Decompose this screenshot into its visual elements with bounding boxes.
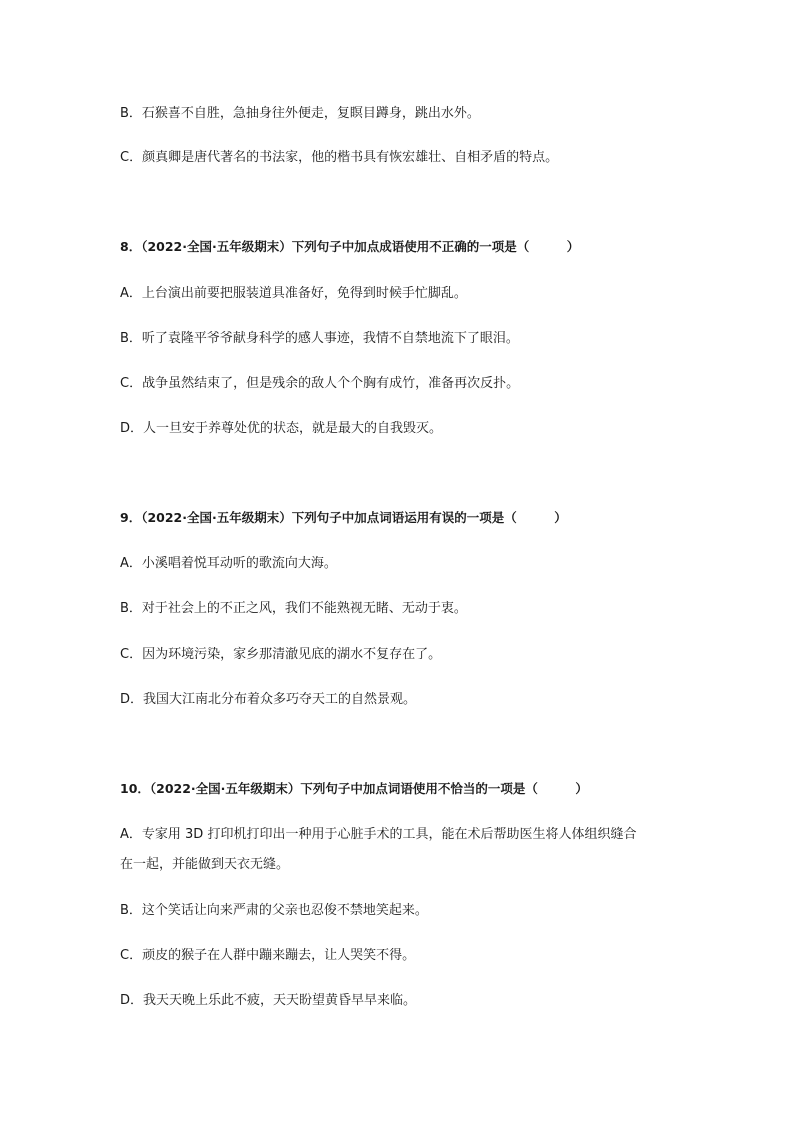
q9-option-d: D．我国大江南北分布着众多巧夺天工的自然景观。 [120,692,417,707]
q8-option-a: A．上台演出前要把服装道具准备好，免得到时候手忙脚乱。 [120,286,467,301]
q9-option-b: B．对于社会上的不正之风，我们不能熟视无睹、无动于衷。 [120,601,467,616]
q10-option-d: D．我天天晚上乐此不疲，天天盼望黄昏早早来临。 [120,993,417,1008]
q9-option-c: C．因为环境污染，家乡那清澈见底的湖水不复存在了。 [120,647,442,662]
q8-option-c: C．战争虽然结束了，但是残余的敌人个个胸有成竹，准备再次反扑。 [120,376,520,391]
q8-title: 8．（2022·全国·五年级期末）下列句子中加点成语使用不正确的一项是（ ） [120,239,580,254]
q9-option-a: A．小溪唱着悦耳动听的歌流向大海。 [120,556,337,571]
q8-option-b: B．听了袁隆平爷爷献身科学的感人事迹，我情不自禁地流下了眼泪。 [120,331,519,346]
q10-option-c: C．顽皮的猴子在人群中蹦来蹦去，让人哭笑不得。 [120,948,416,963]
q10-option-b: B．这个笑话让向来严肃的父亲也忍俊不禁地笑起来。 [120,903,428,918]
q10-option-a-line2: 在一起，并能做到天衣无缝。 [120,857,290,872]
q7-option-c: C．颜真卿是唐代著名的书法家，他的楷书具有恢宏雄壮、自相矛盾的特点。 [120,150,559,165]
q10-option-a-line1: A．专家用 3D 打印机打印出一种用于心脏手术的工具，能在术后帮助医生将人体组织缝合 [120,827,637,842]
q8-option-d: D．人一旦安于养尊处优的状态，就是最大的自我毁灭。 [120,421,443,436]
q10-title: 10．（2022·全国·五年级期末）下列句子中加点词语使用不恰当的一项是（ ） [120,781,588,796]
q7-option-b: B．石猴喜不自胜，急抽身往外便走，复瞑目蹲身，跳出水外。 [120,106,480,121]
q9-title: 9．（2022·全国·五年级期末）下列句子中加点词语运用有误的一项是（ ） [120,510,567,525]
